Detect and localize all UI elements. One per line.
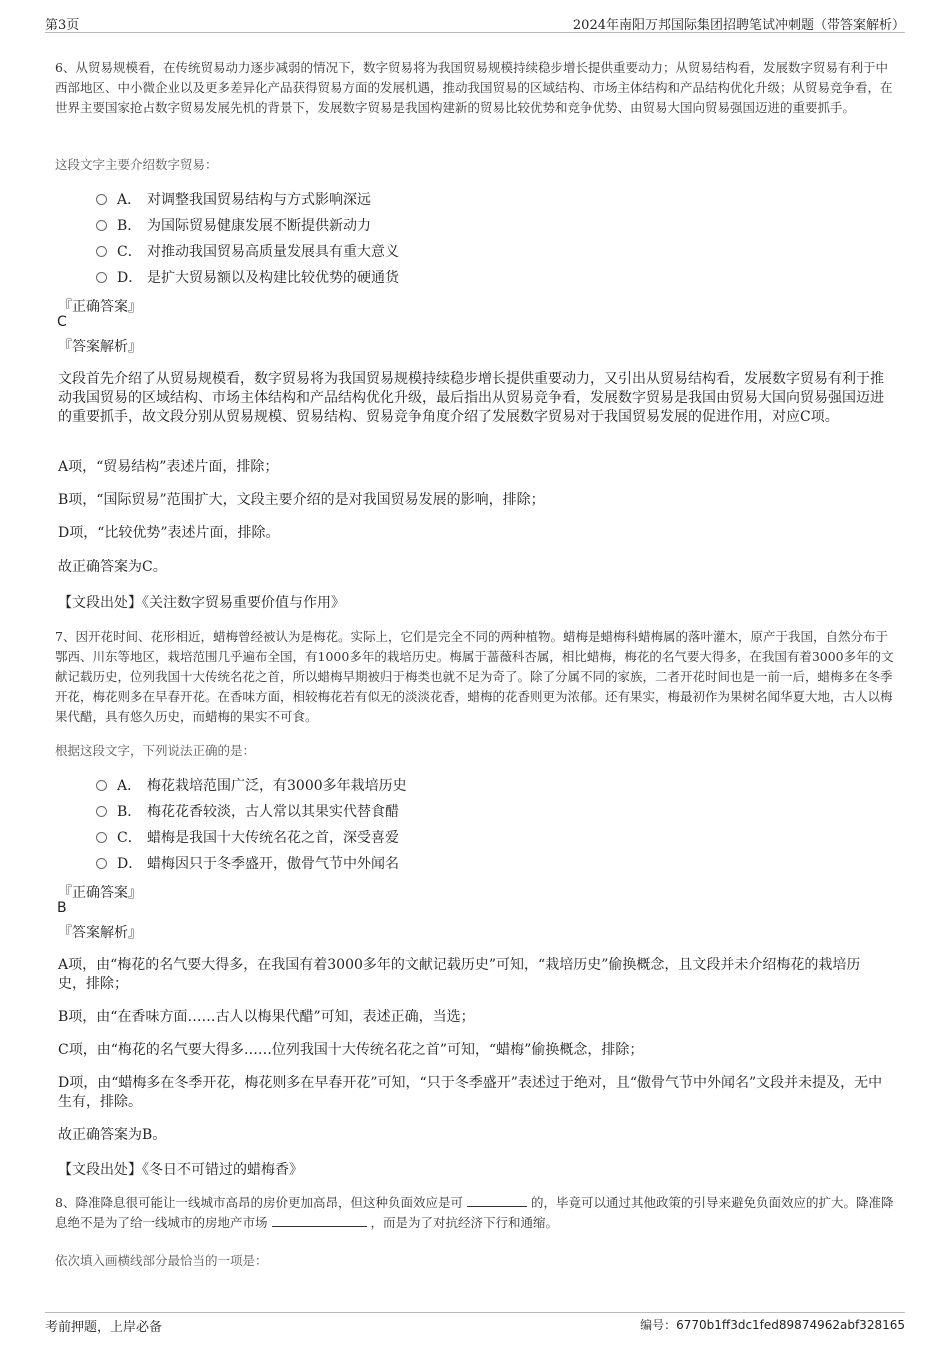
- question-7-option-a[interactable]: A． 梅花栽培范围广泛，有3000多年栽培历史: [96, 774, 407, 796]
- page-footer: [45, 1312, 905, 1335]
- question-6-text: 6、从贸易规模看，在传统贸易动力逐步减弱的情况下，数字贸易将为我国贸易规模持续稳步增长提供重要动力；从贸易结构看，发展数字贸易有利于中西部地区、中小微企业以及更多差异化产品获得贸易方面的发展机遇，推动我国贸易的区域结构、市场主体结构和产品结构优化升级；从贸易竞争看，在世界主要国家抢占数字贸易发展先机的背景下，发展数字贸易是我国构建新的贸易比较优势和竞争优势、由贸易大国向贸易强国迈进的重要抓手。: [55, 60, 893, 115]
- correct-answer-value: C: [57, 314, 67, 330]
- analysis-paragraph: D项，由“蜡梅多在冬季开花，梅花则多在早春开花”可知，“只于冬季盛开”表述过于绝对，且“傲骨气节中外闻名”文段并未提及，无中生有，排除。: [58, 1075, 883, 1110]
- radio-icon[interactable]: [96, 194, 107, 205]
- document-title: 2024年南阳万邦国际集团招聘笔试冲刺题（带答案解析）: [572, 18, 905, 33]
- question-6-option-c[interactable]: C． 对推动我国贸易高质量发展具有重大意义: [96, 240, 399, 262]
- correct-answer-value: B: [57, 900, 67, 916]
- analysis-label: 『答案解析』: [58, 925, 142, 941]
- question-6-prompt: 这段文字主要介绍数字贸易：: [55, 157, 218, 172]
- question-6-option-a[interactable]: A． 对调整我国贸易结构与方式影响深远: [96, 188, 371, 210]
- page-header: [45, 12, 905, 33]
- analysis-paragraph: 故正确答案为C。: [58, 559, 167, 575]
- analysis-paragraph: B项，“国际贸易”范围扩大，文段主要介绍的是对我国贸易发展的影响，排除；: [58, 492, 545, 508]
- question-6-option-b[interactable]: B． 为国际贸易健康发展不断提供新动力: [96, 214, 371, 236]
- text-source: 【文段出处】《冬日不可错过的蜡梅香》: [58, 1162, 303, 1178]
- correct-answer-label: 『正确答案』: [58, 885, 142, 901]
- question-7-option-c[interactable]: C． 蜡梅是我国十大传统名花之首，深受喜爱: [96, 826, 399, 848]
- analysis-paragraph: 文段首先介绍了从贸易规模看，数字贸易将为我国贸易规模持续稳步增长提供重要动力，又引出从贸易结构看，发展数字贸易有利于推动我国贸易的区域结构、市场主体结构和产品结构优化升级，最后指出从贸易竞争看，发展数字贸易是我国由贸易大国向贸易强国迈进的重要抓手，故文段分别从贸易规模、贸易结构、贸易竞争角度介绍了发展数字贸易对于我国贸易发展的促进作用，对应C项。: [58, 371, 884, 425]
- radio-icon[interactable]: [96, 780, 107, 791]
- question-7-option-b[interactable]: B． 梅花花香较淡，古人常以其果实代替食醋: [96, 800, 399, 822]
- question-7-option-d[interactable]: D． 蜡梅因只于冬季盛开，傲骨气节中外闻名: [96, 852, 399, 874]
- radio-icon[interactable]: [96, 220, 107, 231]
- question-8-text: 8、降准降息很可能让一线城市高昂的房价更加高昂，但这种负面效应是可 的，毕竟可以通过其他政策的引导来避免负面效应的扩大。降准降息绝不是为了给一线城市的房地产市场 ，而是为了对抗经济下行和通缩。: [55, 1195, 894, 1230]
- analysis-paragraph: D项，“比较优势”表述片面，排除。: [58, 525, 280, 541]
- blank-line: [467, 1194, 527, 1207]
- question-6-option-d[interactable]: D． 是扩大贸易额以及构建比较优势的硬通货: [96, 266, 399, 288]
- radio-icon[interactable]: [96, 832, 107, 843]
- page-number: 第3页: [45, 18, 80, 33]
- document-code: 编号：6770b1ff3dc1fed89874962abf328165: [640, 1318, 905, 1332]
- footer-slogan: 考前押题，上岸必备: [45, 1320, 163, 1335]
- analysis-paragraph: A项，由“梅花的名气要大得多，在我国有着3000多年的文献记载历史”可知，“栽培历史”偷换概念，且文段并未介绍梅花的栽培历史，排除；: [58, 957, 861, 992]
- analysis-paragraph: C项，由“梅花的名气要大得多……位列我国十大传统名花之首”可知，“蜡梅”偷换概念，排除；: [58, 1042, 644, 1058]
- blank-line: [272, 1214, 367, 1227]
- analysis-paragraph: B项，由“在香味方面……古人以梅果代醋”可知，表述正确，当选；: [58, 1009, 475, 1025]
- question-7-text: 7、因开花时间、花形相近，蜡梅曾经被认为是梅花。实际上，它们是完全不同的两种植物。蜡梅是蜡梅科蜡梅属的落叶灌木，原产于我国，自然分布于鄂西、川东等地区，栽培范围几乎遍布全国，有1000多年的栽培历史。梅属于蔷薇科杏属，相比蜡梅，梅花的名气要大得多，在我国有着3000多年的文献记载历史，位列我国十大传统名花之首，所以蜡梅早期被归于梅类也就不足为奇了。除了分属不同的家族，二者开花时间也是一前一后，蜡梅多在冬季开花，梅花则多在早春开花。在香味方面，相较梅花若有似无的淡淡花香，蜡梅的花香则更为浓郁。还有果实，梅最初作为果树名闻华夏大地，古人以梅果代醋，具有悠久历史，而蜡梅的果实不可食。: [55, 629, 894, 724]
- correct-answer-label: 『正确答案』: [58, 299, 142, 315]
- analysis-paragraph: 故正确答案为B。: [58, 1127, 167, 1143]
- radio-icon[interactable]: [96, 806, 107, 817]
- radio-icon[interactable]: [96, 246, 107, 257]
- radio-icon[interactable]: [96, 272, 107, 283]
- question-8-prompt: 依次填入画横线部分最恰当的一项是：: [55, 1253, 268, 1268]
- analysis-paragraph: A项，“贸易结构”表述片面，排除；: [58, 459, 279, 475]
- question-7-prompt: 根据这段文字，下列说法正确的是：: [55, 743, 256, 758]
- analysis-label: 『答案解析』: [58, 339, 142, 355]
- radio-icon[interactable]: [96, 858, 107, 869]
- text-source: 【文段出处】《关注数字贸易重要价值与作用》: [58, 595, 345, 611]
